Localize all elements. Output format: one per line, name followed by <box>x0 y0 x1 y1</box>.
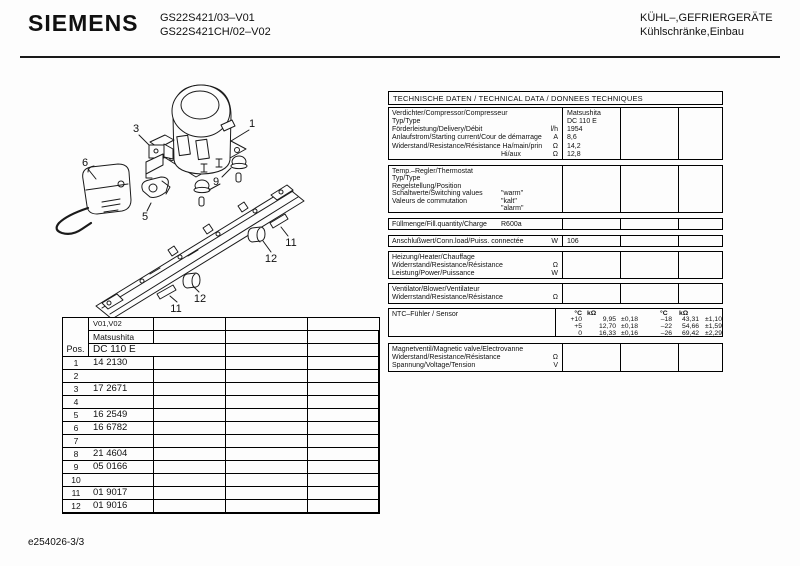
tech-section-magnetic-valve <box>388 343 723 372</box>
tech-row-label: Typ/Type <box>392 175 421 182</box>
tech-empty-column <box>621 236 679 246</box>
tech-row-value: 14,2 <box>567 142 581 150</box>
tech-empty-column <box>679 284 722 303</box>
parts-row-number <box>89 435 154 448</box>
parts-empty-cell <box>226 500 308 513</box>
ntc-resistance-cell: 69,42 <box>682 330 700 338</box>
tech-row-label: Regelstellung/Position <box>392 182 462 190</box>
tech-empty-column <box>679 219 722 229</box>
parts-empty-cell <box>308 448 379 461</box>
tech-empty-column <box>621 252 679 278</box>
callout-5: 5 <box>141 211 149 223</box>
tech-empty-column <box>621 108 679 159</box>
tech-row-label: Füllmenge/Fill.quantity/Charge <box>392 220 487 228</box>
tech-row-value: 1954 <box>567 126 583 134</box>
parts-empty-cell <box>154 396 226 409</box>
header-divider <box>20 56 780 58</box>
ntc-tolerance-cell: ±0,18 <box>621 316 638 324</box>
tech-row-label: Widerstand/Resistance/Résistance <box>392 353 501 361</box>
parts-row-pos: 7 <box>63 435 89 448</box>
parts-row-number: 21 4604 <box>89 448 154 461</box>
parts-row-pos: 8 <box>63 448 89 461</box>
callout-11b: 11 <box>170 303 182 315</box>
tech-row-unit: W <box>551 270 558 278</box>
ntc-temp-cell: +10 <box>570 316 583 324</box>
parts-pos-header: Pos. <box>63 318 89 357</box>
parts-empty-cell <box>226 396 308 409</box>
tech-section-ntc-sensor <box>388 308 723 337</box>
parts-row-number: 01 9017 <box>89 487 154 500</box>
parts-row-pos: 9 <box>63 461 89 474</box>
callout-12: 12 <box>264 253 278 265</box>
tech-row-label: Anschlußwert/Conn.load/Puiss. connectée <box>392 237 524 245</box>
parts-empty-cell <box>226 461 308 474</box>
parts-row-number <box>89 396 154 409</box>
parts-row-pos: 2 <box>63 370 89 383</box>
tech-row-mid: "kalt" <box>501 197 517 205</box>
model-number-2: GS22S421CH/02–V02 <box>160 25 271 38</box>
ntc-temp-cell: –18 <box>660 316 673 324</box>
tech-row-label: Widerstand/Resistance/Résistance Ha/main/prin <box>392 142 543 150</box>
parts-empty-cell <box>308 409 379 422</box>
tech-row-unit: Ω <box>552 353 558 361</box>
callout-11: 11 <box>285 237 297 249</box>
tech-row-mid: "warm" <box>501 190 524 197</box>
parts-empty-cell <box>226 448 308 461</box>
tech-row-label: Schaltwerte/Switching values <box>392 190 483 197</box>
tech-row-label: Typ/Type <box>392 117 421 125</box>
ntc-temp-cell: –22 <box>660 323 673 331</box>
parts-empty-cell <box>308 474 379 487</box>
tech-row-unit: l/h <box>550 126 558 134</box>
tech-empty-column <box>679 108 722 159</box>
parts-empty-cell <box>154 487 226 500</box>
parts-row-pos: 4 <box>63 396 89 409</box>
tech-row-label: Ventilator/Blower/Ventilateur <box>392 285 480 293</box>
parts-row-pos: 3 <box>63 383 89 396</box>
tech-row-label: Temp.–Regler/Thermostat <box>392 167 473 175</box>
ntc-resistance-cell: 9,95 <box>602 316 617 324</box>
parts-empty-cell <box>226 435 308 448</box>
parts-empty-cell <box>154 370 226 383</box>
parts-empty-cell <box>154 448 226 461</box>
ntc-resistance-cell: 16,33 <box>599 330 617 338</box>
ntc-header-cell: kΩ <box>679 309 689 317</box>
ntc-temp-cell: –26 <box>660 330 673 338</box>
tech-row-unit: V <box>553 362 558 370</box>
tech-row-label: Valeurs de commutation <box>392 197 467 205</box>
parts-maker-header: Matsushita <box>89 331 154 344</box>
ntc-header-cell: °C <box>660 309 668 317</box>
parts-empty-cell <box>308 461 379 474</box>
ntc-values-grid <box>556 309 722 336</box>
parts-diagram <box>50 78 330 323</box>
parts-row-pos: 12 <box>63 500 89 513</box>
parts-empty-cell <box>308 357 379 370</box>
tech-empty-column <box>679 344 722 371</box>
ntc-label: NTC–Fühler / Sensor <box>392 310 459 318</box>
parts-empty-cell <box>308 500 379 513</box>
parts-variant-header: V01,V02 <box>89 318 154 331</box>
parts-row-pos: 11 <box>63 487 89 500</box>
technical-data-table <box>388 91 723 376</box>
parts-empty-cell <box>226 331 308 344</box>
tech-empty-column <box>621 344 679 371</box>
tech-row-unit: W <box>551 237 558 245</box>
starter-illustration <box>142 177 170 197</box>
tech-section-blower <box>388 283 723 304</box>
ntc-temp-cell: +5 <box>574 323 583 331</box>
relay-illustration <box>146 135 174 178</box>
category-line-2: Kühlschränke,Einbau <box>640 25 744 38</box>
siemens-logo: SIEMENS <box>28 10 139 36</box>
parts-row-number: 16 2549 <box>89 409 154 422</box>
ntc-tolerance-cell: ±0,18 <box>621 323 638 331</box>
tech-row-label: Spannung/Voltage/Tension <box>392 362 476 370</box>
parts-empty-cell <box>226 474 308 487</box>
parts-empty-cell <box>308 396 379 409</box>
tech-section-heater <box>388 251 723 279</box>
parts-model-header: DC 110 E <box>89 344 154 357</box>
ntc-tolerance-cell: ±1,10 <box>705 316 722 324</box>
parts-empty-cell <box>308 318 379 331</box>
ntc-tolerance-cell: ±0,16 <box>621 330 638 338</box>
parts-empty-cell <box>226 487 308 500</box>
tech-section-charge <box>388 218 723 230</box>
parts-empty-cell <box>308 331 379 344</box>
document-number: e254026-3/3 <box>28 537 85 548</box>
tech-row-mid: "alarm" <box>501 205 524 212</box>
ntc-resistance-cell: 54,66 <box>682 323 700 331</box>
parts-empty-cell <box>154 331 226 344</box>
parts-empty-cell <box>308 422 379 435</box>
appliance-category <box>640 12 773 39</box>
parts-empty-cell <box>226 409 308 422</box>
tech-empty-column <box>679 166 722 212</box>
tech-empty-column <box>621 284 679 303</box>
tech-row-label: Widerrstand/Resistance/Résistance <box>392 261 503 269</box>
parts-row-number: 01 9016 <box>89 500 154 513</box>
parts-empty-cell <box>308 383 379 396</box>
tech-empty-column <box>621 166 679 212</box>
tray-illustration <box>57 164 131 234</box>
parts-empty-cell <box>226 318 308 331</box>
tech-section-thermostat <box>388 165 723 213</box>
parts-empty-cell <box>308 344 379 357</box>
model-numbers <box>160 12 271 39</box>
callout-1: 1 <box>248 118 256 130</box>
parts-row-pos: 5 <box>63 409 89 422</box>
parts-empty-cell <box>226 357 308 370</box>
parts-empty-cell <box>226 383 308 396</box>
tech-row-label: Magnetventil/Magnetic valve/Electrovanne <box>392 345 524 353</box>
tech-row-unit: Ω <box>552 142 558 150</box>
parts-empty-cell <box>154 474 226 487</box>
callout-3: 3 <box>132 123 140 135</box>
tech-row-unit: Ω <box>552 150 558 158</box>
parts-row-number: 17 2671 <box>89 383 154 396</box>
tech-row-value: Matsushita <box>567 109 601 117</box>
callout-12b: 12 <box>193 293 207 305</box>
parts-row-number: 05 0166 <box>89 461 154 474</box>
tech-row-value: 8,6 <box>567 134 577 142</box>
tech-row-value: 106 <box>567 237 579 245</box>
ntc-resistance-cell: 12,70 <box>599 323 617 331</box>
technical-data-title: TECHNISCHE DATEN / TECHNICAL DATA / DONNEES TECHNIQUES <box>388 91 723 105</box>
tech-row-label: Heizung/Heater/Chauffage <box>392 253 475 261</box>
parts-empty-cell <box>226 422 308 435</box>
parts-empty-cell <box>226 344 308 357</box>
tech-row-label: Förderleistung/Delivery/Débit <box>392 126 483 134</box>
tech-section-compressor <box>388 107 723 160</box>
tech-row-mid: Hi/aux <box>501 150 521 158</box>
tech-row-label: Leistung/Power/Puissance <box>392 270 475 278</box>
ntc-tolerance-cell: ±2,29 <box>705 330 722 338</box>
tech-section-connected-load <box>388 235 723 247</box>
ntc-header-cell: °C <box>574 309 583 317</box>
parts-empty-cell <box>154 409 226 422</box>
parts-empty-cell <box>154 318 226 331</box>
ntc-temp-cell: 0 <box>578 330 583 338</box>
parts-empty-cell <box>154 383 226 396</box>
tech-row-label: Anlaufstrom/Starting current/Cour de démarrage <box>392 134 542 142</box>
tech-row-label: Verdichter/Compressor/Compresseur <box>392 109 508 117</box>
parts-empty-cell <box>308 370 379 383</box>
parts-empty-cell <box>308 435 379 448</box>
tech-row-mid: R600a <box>501 220 522 228</box>
tech-row-value: DC 110 E <box>567 117 597 125</box>
parts-empty-cell <box>154 435 226 448</box>
parts-empty-cell <box>154 422 226 435</box>
ntc-resistance-cell: 43,31 <box>682 316 700 324</box>
parts-row-number: 16 6782 <box>89 422 154 435</box>
parts-row-pos: 6 <box>63 422 89 435</box>
parts-row-number: 14 2130 <box>89 357 154 370</box>
tech-row-unit: Ω <box>552 293 558 301</box>
tech-empty-column <box>679 252 722 278</box>
ntc-tolerance-cell: ±1,59 <box>705 323 722 331</box>
category-line-1: KÜHL–,GEFRIERGERÄTE <box>640 12 773 24</box>
tech-row-unit: Ω <box>552 261 558 269</box>
parts-empty-cell <box>154 461 226 474</box>
parts-row-pos: 10 <box>63 474 89 487</box>
ntc-header-cell: kΩ <box>587 309 597 317</box>
callout-9: 9 <box>212 176 220 188</box>
parts-list-table <box>62 317 380 514</box>
parts-row-number <box>89 370 154 383</box>
tech-row-unit: A <box>553 134 558 142</box>
tech-row-value: 12,8 <box>567 150 581 158</box>
callout-6: 6 <box>81 157 89 169</box>
parts-empty-cell <box>154 500 226 513</box>
parts-empty-cell <box>154 344 226 357</box>
parts-empty-cell <box>308 487 379 500</box>
tech-row-label: Widerrstand/Resistance/Résistance <box>392 293 503 301</box>
parts-row-number <box>89 474 154 487</box>
model-number-1: GS22S421/03–V01 <box>160 12 255 24</box>
parts-empty-cell <box>154 357 226 370</box>
tech-empty-column <box>679 236 722 246</box>
tech-empty-column <box>621 219 679 229</box>
parts-empty-cell <box>226 370 308 383</box>
parts-row-pos: 1 <box>63 357 89 370</box>
